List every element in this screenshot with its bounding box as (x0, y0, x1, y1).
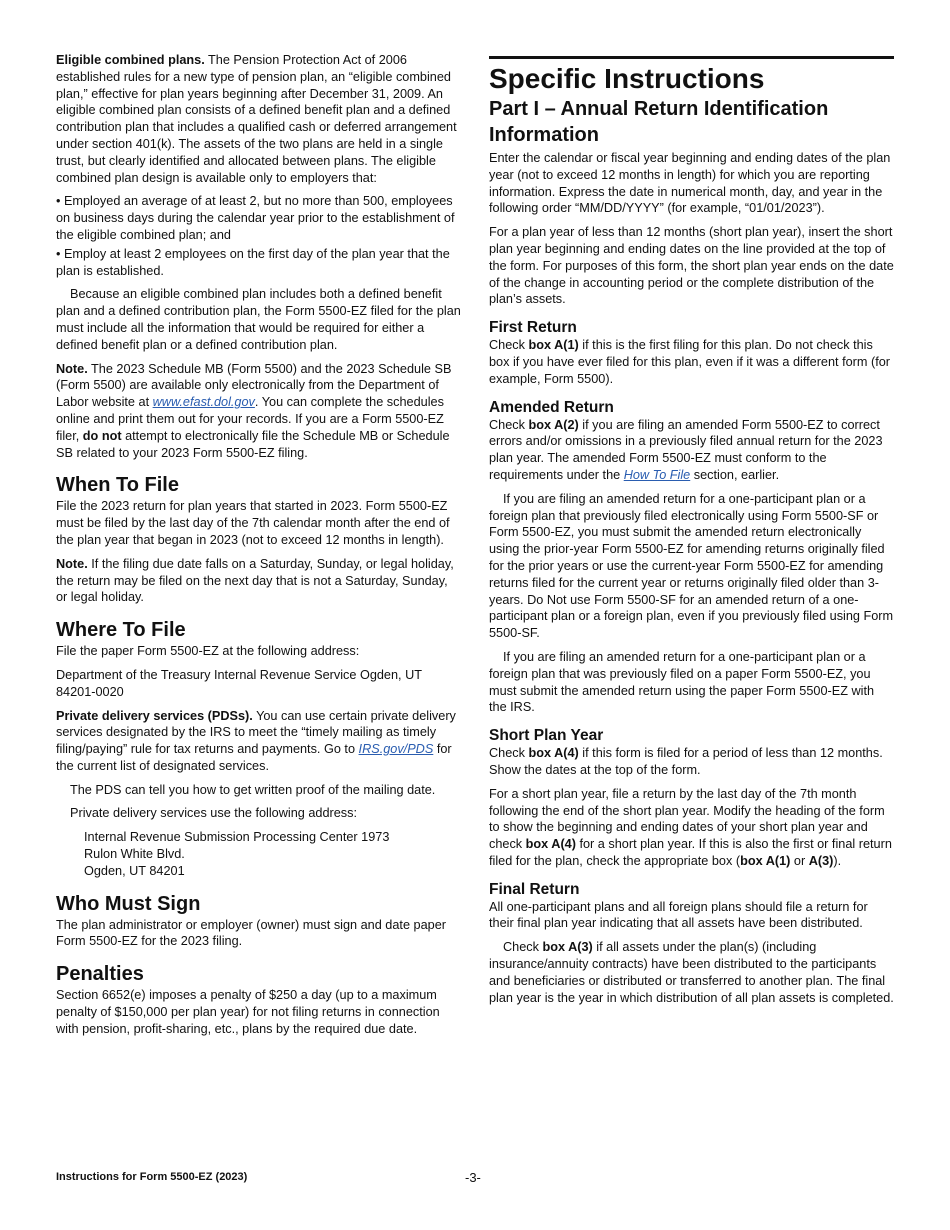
pds-proof-paragraph: The PDS can tell you how to get written proof of the mailing date. (70, 782, 436, 797)
specific-instructions-title: Specific Instructions (489, 63, 765, 94)
schedule-note (56, 361, 462, 462)
pds-address (56, 829, 462, 879)
final-return-paragraph: All one-participant plans and all foreign plans should file a return for their final plan year indicating that all assets have been distributed. (489, 899, 868, 931)
efast-link[interactable]: www.efast.dol.gov (152, 395, 255, 410)
short-plan-year-heading: Short Plan Year (489, 727, 604, 745)
amended-return-paragraph (489, 417, 894, 484)
note-bold: do not (82, 428, 122, 443)
combined-plans-paragraph-2: Because an eligible combined plan includes both a defined benefit plan and a defined contribution plan, the Form 5500-EZ filed for the plan must include all the information that would be required for either a defined benefit plan or a defined contribution plan. (56, 287, 461, 352)
amended-paper-paragraph: If you are filing an amended return for a one-participant plan or a foreign plan that was previously filed on a paper Form 5500-EZ, you must submit the amended return using the paper Form 5500-EZ with the IRS. (489, 649, 875, 715)
footer-form-title: Instructions for Form 5500-EZ (2023) (56, 1171, 248, 1183)
box-a1-label: box A(1) (740, 853, 791, 868)
pds-text: You can use certain private delivery services designated by the IRS to meet the “timely mailing as timely filing/paying” rule for tax returns and payments. Go to (56, 708, 456, 757)
short-text: For a short plan year, file a return by the last day of the 7th month following the end of the short plan year. Modify the heading of the form to show the beginning and ending dates of your short plan year and check (489, 786, 885, 852)
penalties-heading: Penalties (56, 963, 144, 986)
short-plan-paragraph: For a plan year of less than 12 months (short plan year), insert the short plan year beginning and ending dates on the line provided at the top of the form. For purposes of this form, the short plan year ends on the date of the change in accounting period or the complete distribution of the plan’s assets. (489, 225, 894, 307)
note-lead: Note. (56, 556, 88, 571)
box-a4-label: box A(4) (528, 746, 579, 761)
final-return-paragraph-2 (489, 939, 894, 1006)
bullet-item-1: • Employed an average of at least 2, but no more than 500, employees on business days during the calendar year prior to the establishment of the eligible combined plan; and (56, 194, 455, 242)
box-a4-label: box A(4) (525, 837, 576, 852)
amended-text: Check (489, 417, 529, 432)
short-plan-year-paragraph (489, 745, 894, 779)
amended-return-heading: Amended Return (489, 398, 614, 416)
box-a1-label: box A(1) (528, 338, 579, 353)
short-text: or (790, 853, 809, 868)
first-return-heading: First Return (489, 319, 577, 337)
amended-text: section, earlier. (690, 467, 780, 482)
box-a2-label: box A(2) (528, 417, 579, 432)
combined-plans-lead: Eligible combined plans. (56, 53, 205, 67)
combined-plans-text: The Pension Protection Act of 2006 established rules for a new type of pension plan, an “eligible combined plan,” effective for plan years beginning after December 31, 2009. An eligible combined plan consists of a defined benefit plan and a defined contribution plan that includes a qualified cash or deferred arrangement under section 401(k). The assets of the two plans are held in a single trust, but clearly identified and allocated between plans. The eligible combined plan design is available only to employers that: (56, 53, 457, 185)
pds-text: for the current list of designated services. (56, 742, 452, 773)
where-to-file-heading: Where To File (56, 619, 186, 642)
where-to-file-paragraph: File the paper Form 5500-EZ at the following address: (56, 644, 360, 659)
address-line: Rulon White Blvd. (84, 847, 185, 862)
note-text: attempt to electronically file the Schedule MB or Schedule SB related to your 2023 Form 5500-EZ filing. (56, 428, 450, 460)
short-plan-year-paragraph-2 (489, 786, 894, 870)
first-return-paragraph (489, 337, 894, 387)
bullet-item-2: • Employ at least 2 employees on the first day of the plan year that the plan is established. (56, 246, 450, 278)
final-return-heading: Final Return (489, 880, 580, 898)
pds-lead: Private delivery services (PDSs). (56, 708, 253, 723)
first-return-text: if this is the first filing for this plan. Do not check this box if you have ever filed for this plan, even if it was a different form (for example, Form 5500). (489, 338, 891, 386)
how-to-file-link[interactable]: How To File (623, 467, 691, 482)
amended-text: if you are filing an amended Form 5500-EZ to correct errors and/or omissions in a previously filed annual return for the 2023 plan year. The amended Form 5500-EZ must conform to the requirements under the (489, 417, 883, 482)
who-must-sign-paragraph: The plan administrator or employer (owner) must sign and date paper Form 5500-EZ for the 2023 filing. (56, 917, 446, 949)
who-must-sign-heading: Who Must Sign (56, 892, 201, 915)
irs-pds-link[interactable]: IRS.gov/PDS (358, 742, 434, 757)
page-number: -3- (465, 1170, 481, 1185)
when-to-file-paragraph: File the 2023 return for plan years that started in 2023. Form 5500-EZ must be filed by the last day of the 7th calendar month after the end of the plan year that began in 2023 (not to exceed 12 months in length). (56, 499, 450, 547)
short-text: Check (489, 746, 529, 761)
box-a3-label: box A(3) (542, 940, 593, 955)
address-line: Ogden, UT 84201 (84, 863, 185, 878)
section-rule (489, 56, 894, 59)
first-return-text: Check (489, 338, 529, 353)
pds-paragraph (56, 708, 462, 775)
when-to-file-heading: When To File (56, 474, 179, 497)
right-column (489, 52, 894, 1013)
part-one-heading: Part I – Annual Return Identification Information (489, 98, 829, 146)
short-text: if this form is filed for a period of less than 12 months. Show the dates at the top of the form. (489, 746, 883, 777)
note-lead: Note. (56, 361, 88, 376)
irs-address: Department of the Treasury Internal Revenue Service Ogden, UT 84201-0020 (56, 667, 422, 699)
box-a3-label: A(3) (808, 853, 834, 868)
short-text: for a short plan year. If this is also the first or final return filed for the plan, check the appropriate box ( (489, 837, 892, 868)
final-text: if all assets under the plan(s) (including insurance/annuity contracts) have been distributed to the participants and beneficiaries or distributed or transferred to another plan. The final plan year is the year in which distribution of all plan assets is completed. (489, 940, 894, 1005)
pds-address-intro: Private delivery services use the following address: (70, 806, 358, 821)
short-text: ). (833, 853, 842, 868)
penalties-paragraph: Section 6652(e) imposes a penalty of $250 a day (up to a maximum penalty of $150,000 per plan year) for not filing returns in connection with pension, profit-sharing, etc., plans by the required due date. (56, 988, 440, 1036)
note-text: If the filing due date falls on a Saturday, Sunday, or legal holiday, the return may be filed on the next day that is not a Saturday, Sunday, or legal holiday. (56, 556, 454, 605)
note-text: . You can complete the schedules online and print them out for your records. If you are a Form 5500-EZ filer, (56, 395, 444, 443)
combined-plans-paragraph (56, 52, 462, 186)
when-to-file-note (56, 556, 462, 606)
address-line: Internal Revenue Submission Processing Center 1973 (84, 830, 390, 845)
amended-electronic-paragraph: If you are filing an amended return for a one-participant plan or a foreign plan that previously filed electronically using Form 5500-SF or Form 5500-EZ, you must submit the amended return electronically using the prior-year Form 5500-EZ for amending returns originally filed for the prior years or use the current-year Form 5500-EZ for amending returns filed for the current year or returns originally filed older than 3-years. Do Not use Form 5500-SF for an amended return of a one-participant plan or a foreign plan, even if you previously filed using Form 5500-SF. (489, 491, 894, 641)
note-text: The 2023 Schedule MB (Form 5500) and the 2023 Schedule SB (Form 5500) are available only electronically from the Department of Labor website at (56, 361, 452, 410)
final-text: Check (503, 940, 543, 955)
left-column (56, 52, 462, 1045)
plan-year-paragraph: Enter the calendar or fiscal year beginning and ending dates of the plan year (not to exceed 12 months in length) for which you are reporting information. Express the date in numerical month, day, and year in the following order “MM/DD/YYYY” (for example, “01/01/2023”). (489, 151, 891, 216)
